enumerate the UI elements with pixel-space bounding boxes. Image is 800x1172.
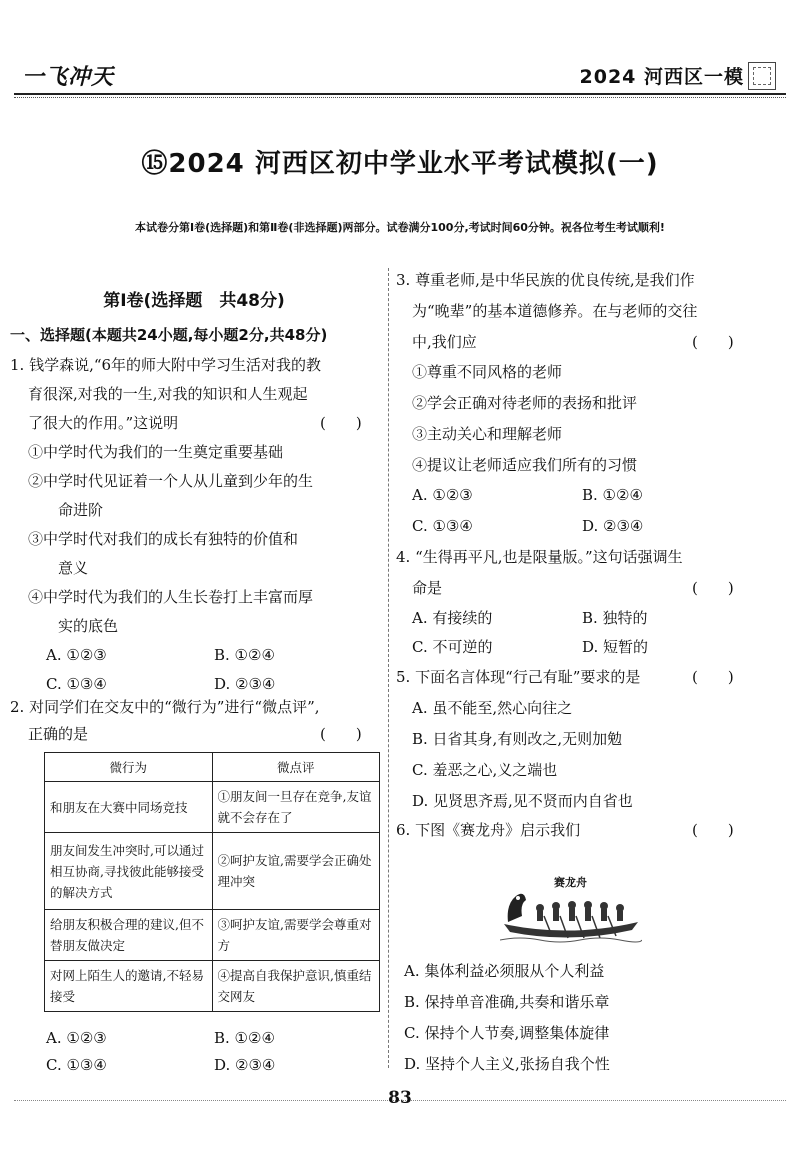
option-c[interactable]: C. 保持个人节奏,调整集体旋律 (404, 1024, 610, 1042)
answer-blank[interactable]: ( ) (692, 668, 734, 686)
option-d[interactable]: D. ②③④ (214, 675, 276, 693)
table-header: 微行为 (45, 753, 213, 782)
header-divider (14, 93, 786, 95)
header-stamp-icon (748, 62, 776, 90)
question-text: 6. 下图《赛龙舟》启示我们 (396, 821, 581, 839)
table-row (45, 833, 380, 910)
option-c[interactable]: C. ①③④ (412, 517, 473, 535)
statement-item: ④提议让老师适应我们所有的习惯 (412, 456, 638, 474)
answer-blank[interactable]: ( ) (692, 579, 734, 597)
option-b[interactable]: B. ①②④ (582, 486, 643, 504)
question-text: 3. 尊重老师,是中华民族的优良传统,是我们作 (396, 271, 695, 289)
table-cell: ②呵护友谊,需要学会正确处理冲突 (212, 833, 380, 910)
option-b[interactable]: B. ①②④ (214, 1029, 275, 1047)
option-c[interactable]: C. 不可逆的 (412, 638, 493, 656)
question-text: 为“晚辈”的基本道德修养。在与老师的交往 (412, 302, 698, 320)
question-text: 中,我们应 (412, 333, 477, 351)
table-cell: 给朋友积极合理的建议,但不替朋友做决定 (45, 910, 213, 961)
table-cell: ③呵护友谊,需要学会尊重对方 (212, 910, 380, 961)
header-divider-dotted (14, 97, 786, 98)
statement-item: 命进阶 (58, 501, 104, 519)
question-text: 育很深,对我的一生,对我的知识和人生观起 (28, 385, 308, 403)
option-d[interactable]: D. 短暂的 (582, 638, 649, 656)
table-cell: 朋友间发生冲突时,可以通过相互协商,寻找彼此能够接受的解决方式 (45, 833, 213, 910)
table-header: 微点评 (212, 753, 380, 782)
answer-blank[interactable]: ( ) (692, 333, 734, 351)
option-b[interactable]: B. 保持单音准确,共奏和谐乐章 (404, 993, 610, 1011)
table-row (45, 782, 380, 833)
option-a[interactable]: A. 虽不能至,然心向往之 (412, 699, 573, 717)
option-a[interactable]: A. ①②③ (46, 1029, 107, 1047)
table-cell: 和朋友在大赛中同场竞技 (45, 782, 213, 833)
dragon-boat-image (500, 874, 642, 946)
option-c[interactable]: C. 羞恶之心,义之端也 (412, 761, 558, 779)
header-label: 2024 河西区一模 (579, 66, 744, 88)
statement-item: 意义 (58, 559, 89, 577)
column-divider (388, 268, 389, 1068)
option-d[interactable]: D. 见贤思齐焉,见不贤而内自省也 (412, 792, 633, 810)
brand-logo: 一飞冲天 (22, 65, 115, 90)
table-row (45, 961, 380, 1012)
option-a[interactable]: A. 集体利益必须服从个人利益 (404, 962, 605, 980)
table-row (45, 910, 380, 961)
statement-item: ①中学时代为我们的一生奠定重要基础 (28, 443, 284, 461)
option-b[interactable]: B. 独特的 (582, 609, 648, 627)
option-b[interactable]: B. ①②④ (214, 646, 275, 664)
statement-item: ③中学时代对我们的成长有独特的价值和 (28, 530, 299, 548)
statement-item: ④中学时代为我们的人生长卷打上丰富而厚 (28, 588, 314, 606)
table-header-row (45, 753, 380, 782)
table-cell: ①朋友间一旦存在竞争,友谊就不会存在了 (212, 782, 380, 833)
option-d[interactable]: D. ②③④ (214, 1056, 276, 1074)
statement-item: ③主动关心和理解老师 (412, 425, 563, 443)
statement-item: 实的底色 (58, 617, 119, 635)
image-caption: 赛龙舟 (554, 876, 587, 889)
statement-item: ①尊重不同风格的老师 (412, 363, 563, 381)
exam-instructions: 本试卷分第Ⅰ卷(选择题)和第Ⅱ卷(非选择题)两部分。试卷满分100分,考试时间60分钟。祝各位考生考试顺利! (135, 221, 665, 234)
answer-blank[interactable]: ( ) (320, 725, 362, 743)
question-text: 2. 对同学们在交友中的“微行为”进行“微点评”, (10, 698, 320, 716)
option-a[interactable]: A. 有接续的 (412, 609, 493, 627)
question-text: 了很大的作用。”这说明 (28, 414, 179, 432)
option-c[interactable]: C. ①③④ (46, 1056, 107, 1074)
option-a[interactable]: A. ①②③ (412, 486, 473, 504)
option-b[interactable]: B. 日省其身,有则改之,无则加勉 (412, 730, 623, 748)
question-text: 1. 钱学森说,“6年的师大附中学习生活对我的教 (10, 356, 322, 374)
question-text: 4. “生得再平凡,也是限量版。”这句话强调生 (396, 548, 683, 566)
page-title: ⑮2024 河西区初中学业水平考试模拟(一) (141, 149, 659, 179)
option-a[interactable]: A. ①②③ (46, 646, 107, 664)
statement-item: ②学会正确对待老师的表扬和批评 (412, 394, 638, 412)
table-cell: 对网上陌生人的邀请,不轻易接受 (45, 961, 213, 1012)
answer-blank[interactable]: ( ) (320, 414, 362, 432)
option-d[interactable]: D. ②③④ (582, 517, 644, 535)
part-heading: 一、选择题(本题共24小题,每小题2分,共48分) (10, 326, 328, 344)
section-title: 第Ⅰ卷(选择题 共48分) (103, 291, 285, 311)
answer-blank[interactable]: ( ) (692, 821, 734, 839)
table-cell: ④提高自我保护意识,慎重结交网友 (212, 961, 380, 1012)
question-text: 命是 (412, 579, 443, 597)
question-text: 5. 下面名言体现“行己有耻”要求的是 (396, 668, 641, 686)
page-number: 83 (388, 1088, 412, 1108)
question-text: 正确的是 (28, 725, 89, 743)
behavior-comment-table (44, 752, 380, 1012)
statement-item: ②中学时代见证着一个人从儿童到少年的生 (28, 472, 314, 490)
option-c[interactable]: C. ①③④ (46, 675, 107, 693)
option-d[interactable]: D. 坚持个人主义,张扬自我个性 (404, 1055, 610, 1073)
